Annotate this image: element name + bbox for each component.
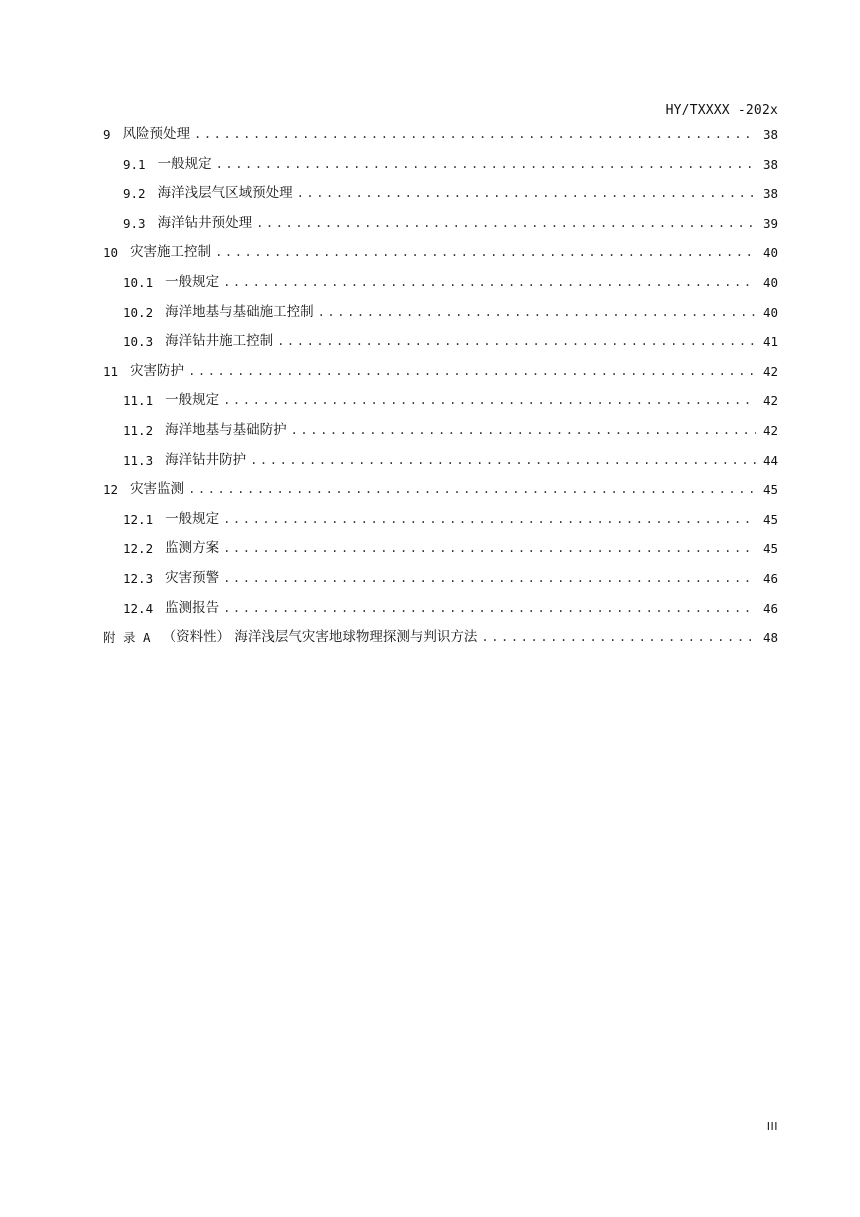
toc-entry-page: 39 xyxy=(762,215,778,231)
toc-dot-leader xyxy=(223,534,756,564)
toc-entry-page: 42 xyxy=(762,393,778,409)
toc-entry-page: 40 xyxy=(762,245,778,261)
toc-entry-page: 42 xyxy=(762,422,778,438)
toc-entry-number: 9.3 xyxy=(123,215,146,231)
toc-entry-number: 9.1 xyxy=(123,156,146,172)
toc-entry-11[interactable] xyxy=(103,357,778,387)
toc-entry-page: 41 xyxy=(762,334,778,350)
toc-entry-10[interactable] xyxy=(103,238,778,268)
toc-entry-number: 10 xyxy=(103,245,119,261)
toc-dot-leader xyxy=(194,120,756,150)
toc-entry-12-4[interactable] xyxy=(103,594,778,624)
toc-entry-number: 11.1 xyxy=(123,393,154,409)
toc-entry-title: 风险预处理 xyxy=(122,126,191,142)
toc-entry-appendix-a[interactable] xyxy=(103,623,778,653)
toc-entry-number: 附 录 A xyxy=(103,630,151,646)
toc-entry-page: 44 xyxy=(762,452,778,468)
toc-entry-10-3[interactable] xyxy=(103,327,778,357)
toc-entry-10-2[interactable] xyxy=(103,298,778,328)
toc-entry-title: 海洋钻井施工控制 xyxy=(165,333,274,350)
toc-entry-page: 38 xyxy=(762,127,778,142)
toc-dot-leader xyxy=(256,209,756,239)
toc-entry-number: 10.3 xyxy=(123,334,154,350)
toc-dot-leader xyxy=(318,298,756,328)
toc-entry-11-1[interactable] xyxy=(103,386,778,416)
toc-dot-leader xyxy=(216,150,756,180)
toc-entry-number: 12.1 xyxy=(123,511,154,527)
toc-entry-page: 38 xyxy=(762,186,778,202)
toc-dot-leader xyxy=(223,594,756,624)
toc-dot-leader xyxy=(188,475,756,505)
toc-entry-number: 11.3 xyxy=(123,452,154,468)
toc-entry-number: 12.3 xyxy=(123,570,154,586)
toc-entry-title: 海洋钻井预处理 xyxy=(157,214,253,231)
toc-dot-leader xyxy=(481,623,756,653)
toc-dot-leader xyxy=(223,386,756,416)
toc-entry-page: 48 xyxy=(762,630,778,646)
toc-entry-10-1[interactable] xyxy=(103,268,778,298)
toc-entry-title: 海洋地基与基础施工控制 xyxy=(165,303,314,320)
toc-entry-title: 海洋地基与基础防护 xyxy=(165,421,287,438)
toc-dot-leader xyxy=(291,416,756,446)
toc-entry-title: 监测方案 xyxy=(165,540,220,557)
toc-entry-page: 45 xyxy=(762,541,778,557)
toc-dot-leader xyxy=(250,446,756,476)
toc-entry-page: 45 xyxy=(762,482,778,498)
toc-entry-title: 灾害预警 xyxy=(165,569,220,586)
toc-dot-leader xyxy=(223,564,756,594)
toc-dot-leader xyxy=(297,179,756,209)
toc-entry-title: 一般规定 xyxy=(165,392,220,409)
toc-entry-title: 灾害施工控制 xyxy=(130,244,212,261)
toc-entry-title: （资料性） 海洋浅层气灾害地球物理探测与判识方法 xyxy=(162,629,478,646)
toc-entry-page: 38 xyxy=(762,156,778,172)
toc-entry-number: 11 xyxy=(103,363,119,379)
toc-entry-page: 40 xyxy=(762,274,778,290)
toc-entry-9-3[interactable] xyxy=(103,209,778,239)
table-of-contents xyxy=(103,120,778,653)
toc-dot-leader xyxy=(223,268,756,298)
toc-entry-number: 10.2 xyxy=(123,304,154,320)
toc-dot-leader xyxy=(223,505,756,535)
toc-entry-12-2[interactable] xyxy=(103,534,778,564)
toc-entry-page: 46 xyxy=(762,600,778,616)
toc-entry-12-3[interactable] xyxy=(103,564,778,594)
toc-entry-9-1[interactable] xyxy=(103,150,778,180)
toc-entry-title: 一般规定 xyxy=(165,273,220,290)
toc-entry-12[interactable] xyxy=(103,475,778,505)
toc-entry-page: 45 xyxy=(762,511,778,527)
toc-entry-number: 12.4 xyxy=(123,600,154,616)
toc-dot-leader xyxy=(277,327,756,357)
toc-entry-title: 海洋钻井防护 xyxy=(165,451,247,468)
toc-entry-page: 40 xyxy=(762,304,778,320)
toc-entry-title: 灾害防护 xyxy=(130,362,185,379)
toc-entry-title: 灾害监测 xyxy=(130,481,185,498)
toc-entry-9[interactable] xyxy=(103,120,778,150)
toc-entry-11-2[interactable] xyxy=(103,416,778,446)
toc-entry-12-1[interactable] xyxy=(103,505,778,535)
toc-entry-11-3[interactable] xyxy=(103,446,778,476)
toc-entry-page: 42 xyxy=(762,363,778,379)
toc-dot-leader xyxy=(215,238,756,268)
document-code-header: HY/TXXXX -202x xyxy=(665,103,778,118)
toc-entry-page: 46 xyxy=(762,570,778,586)
page-number: III xyxy=(766,1120,778,1133)
toc-entry-title: 一般规定 xyxy=(165,510,220,527)
toc-entry-number: 9.2 xyxy=(123,186,146,202)
toc-entry-title: 一般规定 xyxy=(157,155,212,172)
toc-entry-9-2[interactable] xyxy=(103,179,778,209)
toc-entry-number: 12 xyxy=(103,482,119,498)
toc-dot-leader xyxy=(188,357,756,387)
toc-entry-number: 12.2 xyxy=(123,541,154,557)
toc-entry-number: 11.2 xyxy=(123,422,154,438)
toc-entry-number: 10.1 xyxy=(123,274,154,290)
toc-entry-number: 9 xyxy=(103,127,111,142)
toc-entry-title: 海洋浅层气区域预处理 xyxy=(157,185,293,202)
toc-entry-title: 监测报告 xyxy=(165,599,220,616)
